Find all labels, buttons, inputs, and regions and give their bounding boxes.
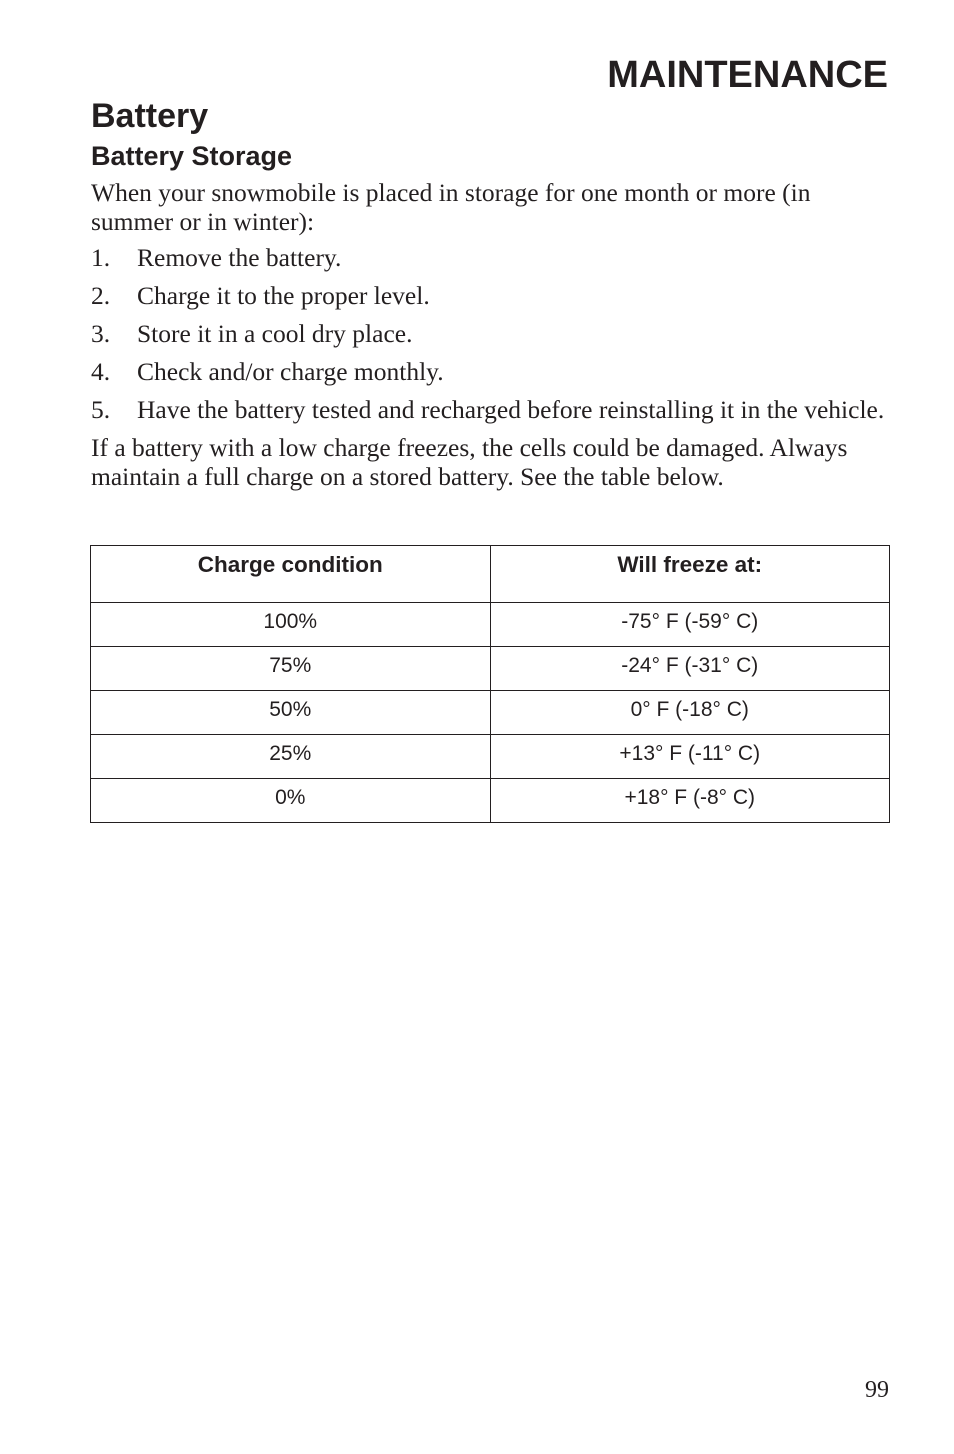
table-row [91,647,890,691]
step-text: Charge it to the proper level. [137,281,430,310]
warning-paragraph: If a battery with a low charge freezes, the cells could be damaged. Always maintain a full charge on a stored battery. See the table below. [91,433,848,491]
column-header-charge: Charge condition [91,546,491,603]
freeze-cell: +18° F (-8° C) [490,779,890,823]
section-subtitle: Battery Storage [91,141,293,171]
section-header: MAINTENANCE [607,54,888,96]
step-text: Remove the battery. [137,243,342,272]
table-row [91,735,890,779]
column-header-freeze: Will freeze at: [490,546,890,603]
step-number: 3. [91,319,111,348]
step-number: 1. [91,243,111,272]
step-number: 5. [91,395,111,424]
charge-cell: 50% [91,691,491,735]
freeze-point-table [90,545,890,823]
freeze-cell: -24° F (-31° C) [490,647,890,691]
table-row [91,691,890,735]
charge-cell: 25% [91,735,491,779]
step-text: Check and/or charge monthly. [137,357,444,386]
page-number: 99 [865,1377,889,1403]
charge-cell: 75% [91,647,491,691]
main-content [91,96,891,491]
step-number: 4. [91,357,111,386]
charge-cell: 100% [91,603,491,647]
step-number: 2. [91,281,111,310]
table-row [91,603,890,647]
list-item [91,282,891,311]
freeze-cell: -75° F (-59° C) [490,603,890,647]
list-item [91,358,891,387]
charge-cell: 0% [91,779,491,823]
freeze-cell: 0° F (-18° C) [490,691,890,735]
list-item [91,244,891,273]
step-text: Store it in a cool dry place. [137,319,413,348]
freeze-cell: +13° F (-11° C) [490,735,890,779]
table-header-row [91,546,890,603]
list-item [91,396,891,425]
storage-steps-list [91,244,891,425]
step-text: Have the battery tested and recharged before reinstalling it in the vehicle. [137,395,885,424]
page-title: Battery [91,97,209,135]
table-row [91,779,890,823]
intro-paragraph: When your snowmobile is placed in storage for one month or more (in summer or in winter): [91,178,811,236]
list-item [91,320,891,349]
